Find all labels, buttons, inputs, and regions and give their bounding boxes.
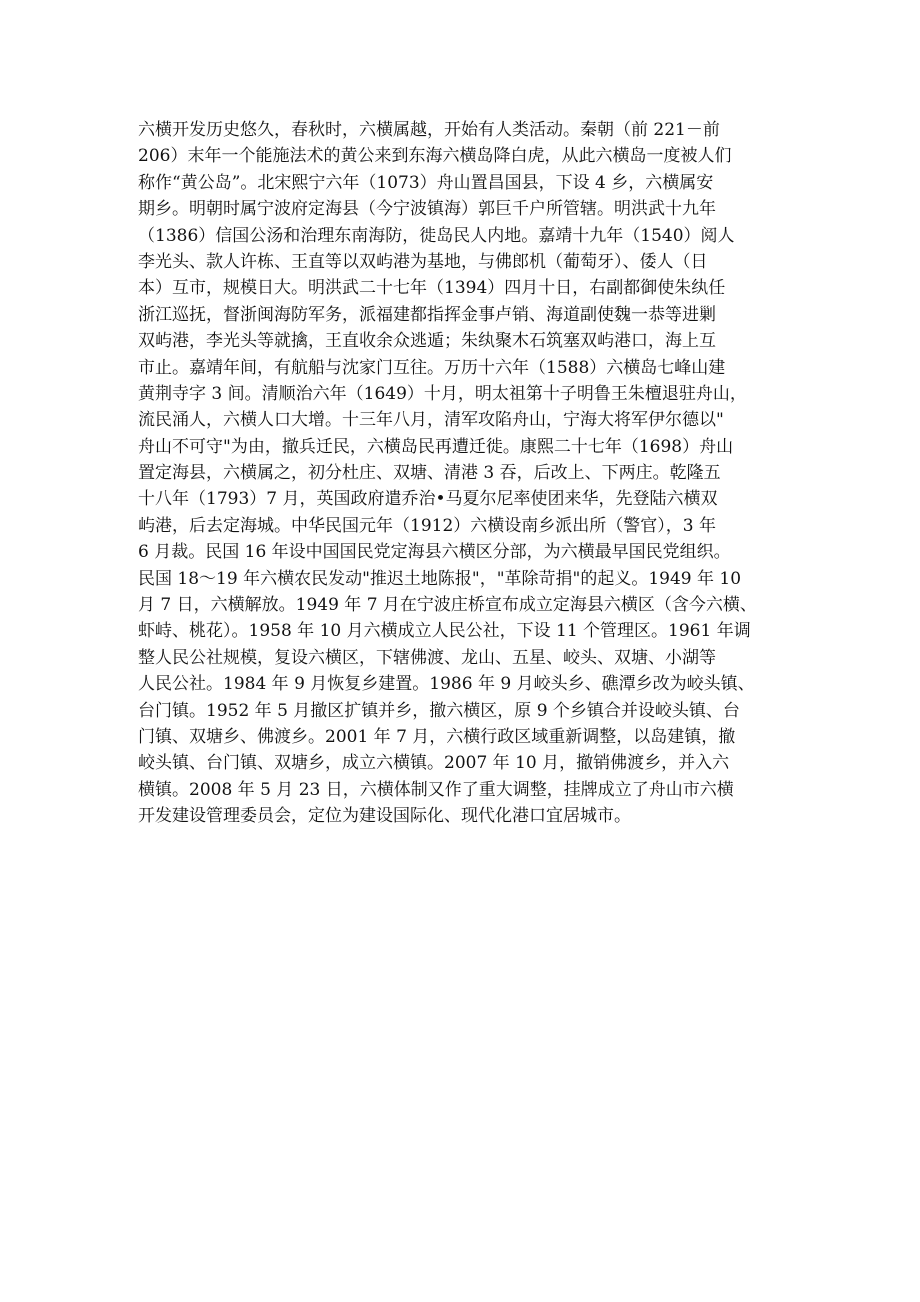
text-line: 六横开发历史悠久，春秋时，六横属越，开始有人类活动。秦朝（前 221－前 [138, 120, 720, 140]
text-line: 流民涌人，六横人口大增。十三年八月，清军攻陷舟山，宁海大将军伊尔德以" [138, 410, 724, 431]
text-line: 6 月裁。民国 16 年设中国国民党定海县六横区分部，为六横最早国民党组织。 [138, 542, 731, 563]
body-paragraph [138, 117, 788, 830]
text-line: 横镇。2008 年 5 月 23 日，六横体制又作了重大调整，挂牌成立了舟山市六横 [138, 779, 734, 800]
text-line: 虾峙、桃花）。1958 年 10 月六横成立人民公社，下设 11 个管理区。1961 年调 [138, 621, 751, 642]
text-line: 置定海县，六横属之，初分杜庄、双塘、清港 3 吞，后改上、下两庄。乾隆五 [138, 463, 721, 484]
text-line: 台门镇。1952 年 5 月撤区扩镇并乡，撤六横区，原 9 个乡镇合并设峧头镇、台 [138, 700, 740, 721]
text-line: 人民公社。1984 年 9 月恢复乡建置。1986 年 9 月峧头乡、礁潭乡改为峧头镇、 [138, 674, 755, 695]
text-line: 峧头镇、台门镇、双塘乡，成立六横镇。2007 年 10 月，撤销佛渡乡，并入六 [138, 753, 730, 774]
text-line: 206）末年一个能施法术的黄公来到东海六横岛降白虎，从此六横岛一度被人们 [138, 146, 732, 167]
text-line: 民国 18～19 年六横农民发动"推迟土地陈报"，"革除苛捐"的起义。1949 年 10 [138, 568, 742, 589]
text-line: 市止。嘉靖年间，有航船与沈家门互往。万历十六年（1588）六横岛七峰山建 [138, 357, 726, 378]
text-line: （1386）信国公汤和治理东南海防，徙岛民人内地。嘉靖十九年（1540）阅人 [138, 225, 735, 246]
text-line: 本）互市，规模日大。明洪武二十七年（1394）四月十日，右副都御使朱纨任 [138, 278, 726, 299]
text-line: 双屿港，李光头等就擒，王直收余众逃遁；朱纨聚木石筑塞双屿港口，海上互 [138, 331, 716, 352]
text-line: 期乡。明朝时属宁波府定海县（今宁波镇海）郭巨千户所管辖。明洪武十九年 [138, 199, 716, 220]
text-line: 浙江巡抚，督浙闽海防军务，派福建都指挥金事卢销、海道副使魏一恭等进剿 [138, 304, 716, 325]
text-line: 十八年（1793）7 月，英国政府遣乔治•马夏尔尼率使团来华，先登陆六横双 [138, 489, 718, 510]
text-line: 开发建设管理委员会，定位为建设国际化、现代化港口宜居城市。 [138, 806, 631, 827]
text-line: 舟山不可守"为由，撤兵迁民，六横岛民再遭迁徙。康熙二十七年（1698）舟山 [138, 436, 734, 457]
text-line: 称作“黄公岛”。北宋熙宁六年（1073）舟山置昌国县，下设 4 乡，六横属安 [138, 172, 714, 193]
text-line: 屿港，后去定海城。中华民国元年（1912）六横设南乡派出所（警官），3 年 [138, 515, 716, 536]
text-line: 李光头、款人许栋、王直等以双屿港为基地，与佛郎机（葡萄牙）、倭人（日 [138, 251, 708, 272]
text-line: 门镇、双塘乡、佛渡乡。2001 年 7 月，六横行政区域重新调整，以岛建镇，撤 [138, 726, 736, 747]
text-line: 整人民公社规模，复设六横区，下辖佛渡、龙山、五星、峧头、双塘、小湖等 [138, 647, 716, 668]
text-line: 黄荆寺字 3 间。清顺治六年（1649）十月，明太祖第十子明鲁王朱檀退驻舟山， [138, 383, 747, 404]
text-line: 月 7 日，六横解放。1949 年 7 月在宁波庄桥宣布成立定海县六横区（含今六横、 [138, 595, 757, 616]
